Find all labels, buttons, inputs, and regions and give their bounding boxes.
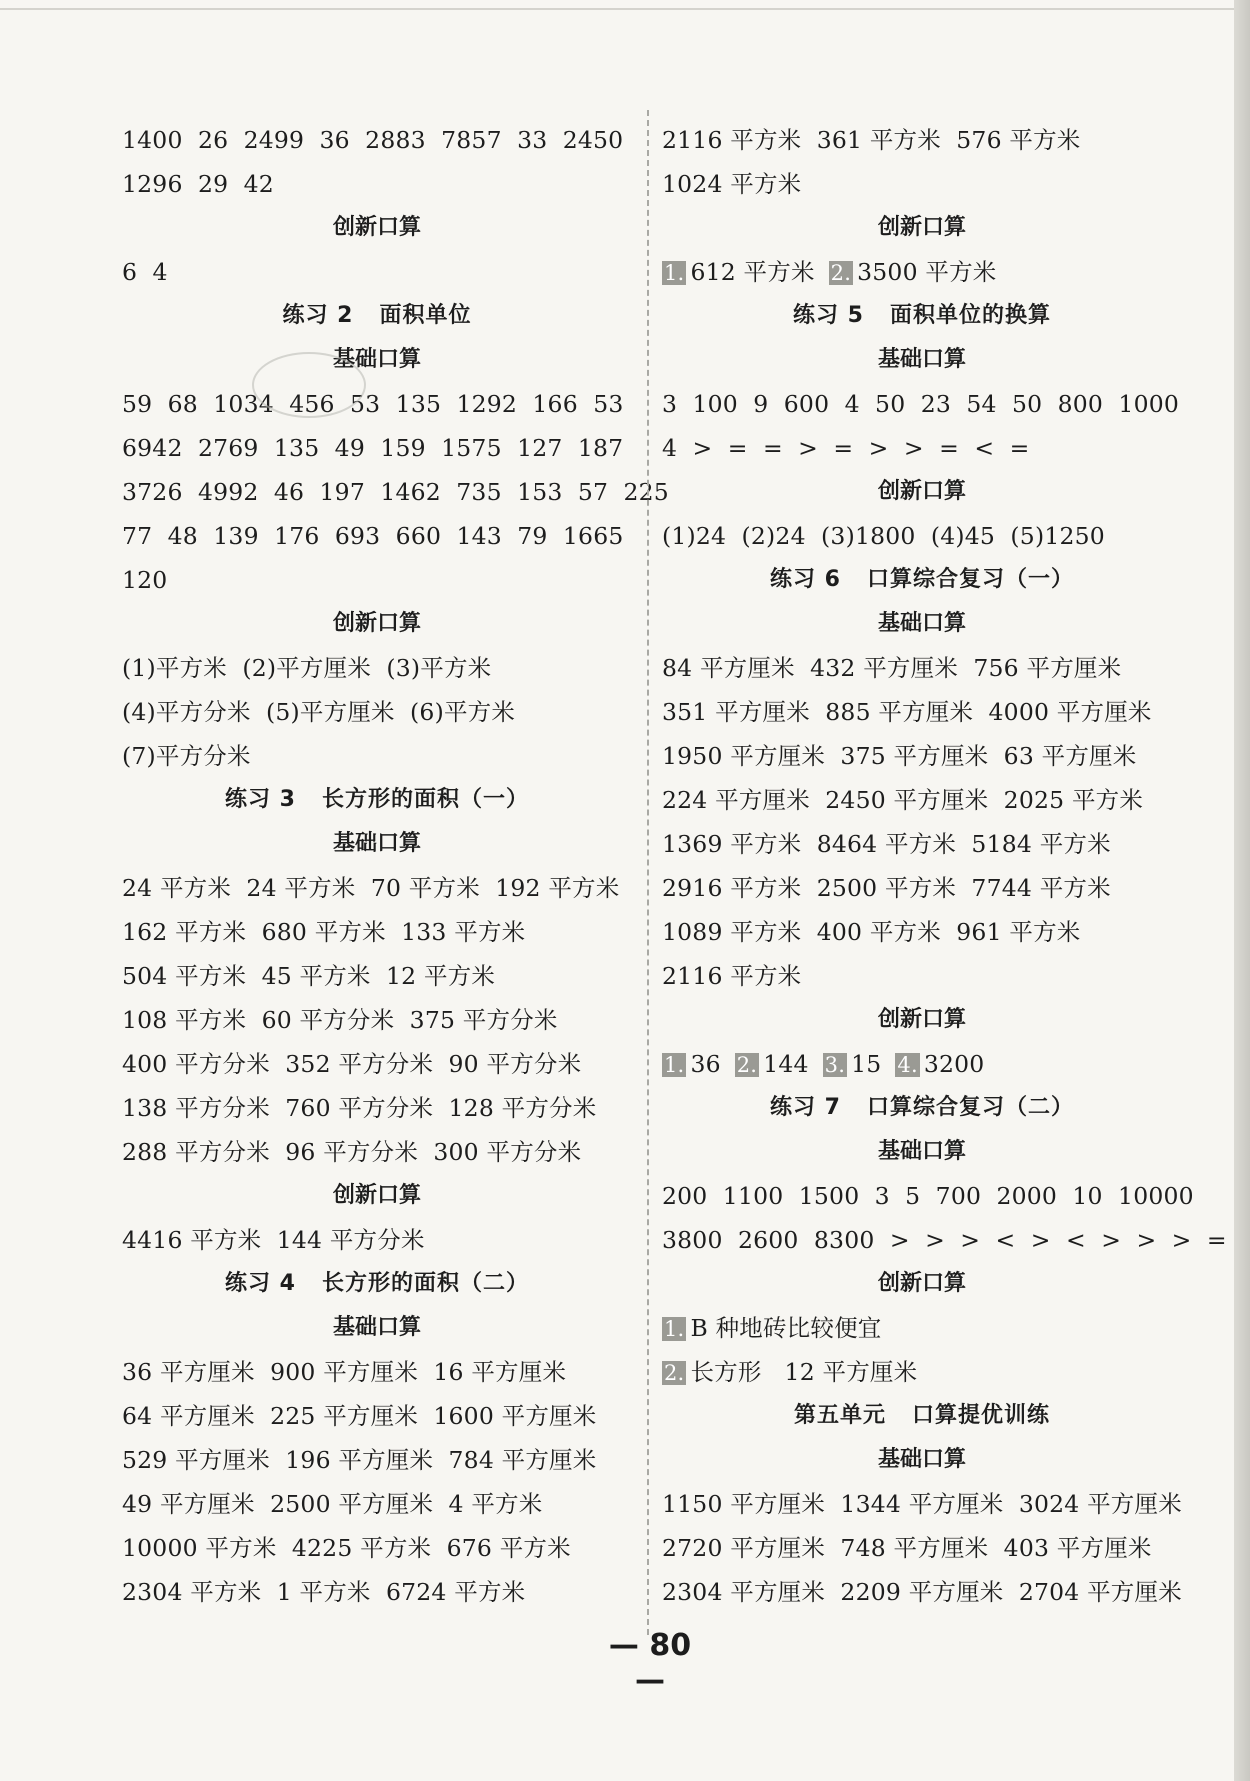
subsection-heading: 创新口算 [877, 1007, 966, 1032]
answer-line: 504 平方米 45 平方米 12 平方米 [122, 962, 496, 990]
item-answer: B 种地砖比较便宜 [690, 1314, 882, 1342]
answer-line: 108 平方米 60 平方分米 375 平方分米 [122, 1006, 558, 1034]
answer-line: 84 平方厘米 432 平方厘米 756 平方厘米 [662, 654, 1122, 682]
item-answer: 144 [763, 1050, 809, 1078]
subsection-heading: 基础口算 [332, 347, 421, 372]
section-heading: 练习 2 面积单位 [282, 303, 472, 328]
subsection-heading: 基础口算 [877, 611, 966, 636]
item-number-badge: 2. [830, 261, 852, 285]
item-answer: 3200 [923, 1050, 985, 1078]
answer-line: 77 48 139 176 693 660 143 79 1665 [122, 522, 624, 550]
answer-line: 351 平方厘米 885 平方厘米 4000 平方厘米 [662, 698, 1152, 726]
subsection-heading: 创新口算 [877, 1271, 966, 1296]
section-heading: 练习 4 长方形的面积（二） [225, 1271, 529, 1296]
answer-line: (1)24 (2)24 (3)1800 (4)45 (5)1250 [662, 522, 1105, 550]
answer-line: 64 平方厘米 225 平方厘米 1600 平方厘米 [122, 1402, 597, 1430]
answer-line: 200 1100 1500 3 5 700 2000 10 10000 [662, 1182, 1194, 1210]
answer-line: 138 平方分米 760 平方分米 128 平方分米 [122, 1094, 597, 1122]
subsection-heading: 创新口算 [332, 611, 421, 636]
top-rule [0, 8, 1234, 10]
answer-line: 24 平方米 24 平方米 70 平方米 192 平方米 [122, 874, 620, 902]
subsection-heading: 基础口算 [877, 1447, 966, 1472]
answer-line: 6 4 [122, 258, 168, 286]
answer-line: 1400 26 2499 36 2883 7857 33 2450 [122, 126, 624, 154]
column-divider [647, 110, 649, 1635]
subsection-heading: 创新口算 [877, 215, 966, 240]
answer-line: 59 68 1034 456 53 135 1292 166 53 [122, 390, 624, 418]
item-answer: 3500 平方米 [857, 258, 997, 286]
answer-line: 1089 平方米 400 平方米 961 平方米 [662, 918, 1081, 946]
answer-line: 400 平方分米 352 平方分米 90 平方分米 [122, 1050, 582, 1078]
item-number-badge: 2. [736, 1053, 758, 1077]
answer-line: 224 平方厘米 2450 平方厘米 2025 平方米 [662, 786, 1144, 814]
answer-line: 4 > = = > = > > = < = [662, 434, 1030, 462]
numbered-answer-line [662, 250, 1182, 294]
answer-line: 3726 4992 46 197 1462 735 153 57 225 [122, 478, 669, 506]
answer-line: (4)平方分米 (5)平方厘米 (6)平方米 [122, 698, 516, 726]
section-heading: 第五单元 口算提优训练 [794, 1403, 1050, 1428]
answer-line: 1369 平方米 8464 平方米 5184 平方米 [662, 830, 1111, 858]
answer-line: 1024 平方米 [662, 170, 802, 198]
answer-line: 3800 2600 8300 > > > < > < > > > = [662, 1226, 1227, 1254]
answer-line: 49 平方厘米 2500 平方厘米 4 平方米 [122, 1490, 543, 1518]
numbered-answer-line [662, 1350, 1182, 1394]
subsection-heading: 基础口算 [332, 1315, 421, 1340]
page-edge [1234, 0, 1250, 1781]
answer-line: 2720 平方厘米 748 平方厘米 403 平方厘米 [662, 1534, 1152, 1562]
answer-line: 4416 平方米 144 平方分米 [122, 1226, 425, 1254]
watermark-stamp-icon [252, 352, 366, 418]
answer-line: 2116 平方米 [662, 962, 802, 990]
numbered-answer-line [662, 1306, 1182, 1350]
section-heading: 练习 3 长方形的面积（一） [225, 787, 529, 812]
item-answer: 36 [690, 1050, 721, 1078]
answer-line: 6942 2769 135 49 159 1575 127 187 [122, 434, 624, 462]
answer-line: (7)平方分米 [122, 742, 251, 770]
item-answer: 15 [851, 1050, 882, 1078]
answer-line: 529 平方厘米 196 平方厘米 784 平方厘米 [122, 1446, 597, 1474]
answer-line: 120 [122, 566, 168, 594]
answer-line: 1150 平方厘米 1344 平方厘米 3024 平方厘米 [662, 1490, 1182, 1518]
answer-line: 1950 平方厘米 375 平方厘米 63 平方厘米 [662, 742, 1137, 770]
item-number-badge: 1. [664, 1053, 685, 1077]
subsection-heading: 创新口算 [877, 479, 966, 504]
subsection-heading: 基础口算 [877, 347, 966, 372]
item-number-badge: 3. [824, 1053, 846, 1077]
numbered-answer-line [662, 1042, 1182, 1086]
answer-line: 1296 29 42 [122, 170, 274, 198]
answer-line: 3 100 9 600 4 50 23 54 50 800 1000 [662, 390, 1180, 418]
answer-line: 2916 平方米 2500 平方米 7744 平方米 [662, 874, 1111, 902]
answer-line: (1)平方米 (2)平方厘米 (3)平方米 [122, 654, 492, 682]
section-heading: 练习 7 口算综合复习（二） [770, 1095, 1074, 1120]
item-answer: 612 平方米 [690, 258, 815, 286]
answer-line: 2304 平方米 1 平方米 6724 平方米 [122, 1578, 526, 1606]
right-column [662, 118, 1227, 1614]
left-column [122, 118, 669, 1614]
page-number: — 80 — [608, 1628, 692, 1698]
subsection-heading: 创新口算 [332, 215, 421, 240]
subsection-heading: 基础口算 [332, 831, 421, 856]
item-number-badge: 1. [664, 261, 685, 285]
item-number-badge: 1. [664, 1317, 685, 1341]
answer-line: 10000 平方米 4225 平方米 676 平方米 [122, 1534, 571, 1562]
answer-line: 2116 平方米 361 平方米 576 平方米 [662, 126, 1081, 154]
answer-line: 36 平方厘米 900 平方厘米 16 平方厘米 [122, 1358, 567, 1386]
item-number-badge: 2. [664, 1361, 685, 1385]
answer-line: 288 平方分米 96 平方分米 300 平方分米 [122, 1138, 582, 1166]
subsection-heading: 创新口算 [332, 1183, 421, 1208]
page-number-value: 80 [649, 1628, 692, 1663]
item-answer: 长方形 12 平方厘米 [690, 1358, 918, 1386]
section-heading: 练习 6 口算综合复习（一） [770, 567, 1074, 592]
subsection-heading: 基础口算 [877, 1139, 966, 1164]
item-number-badge: 4. [897, 1053, 918, 1077]
section-heading: 练习 5 面积单位的换算 [793, 303, 1051, 328]
answer-line: 2304 平方厘米 2209 平方厘米 2704 平方厘米 [662, 1578, 1182, 1606]
answer-line: 162 平方米 680 平方米 133 平方米 [122, 918, 526, 946]
